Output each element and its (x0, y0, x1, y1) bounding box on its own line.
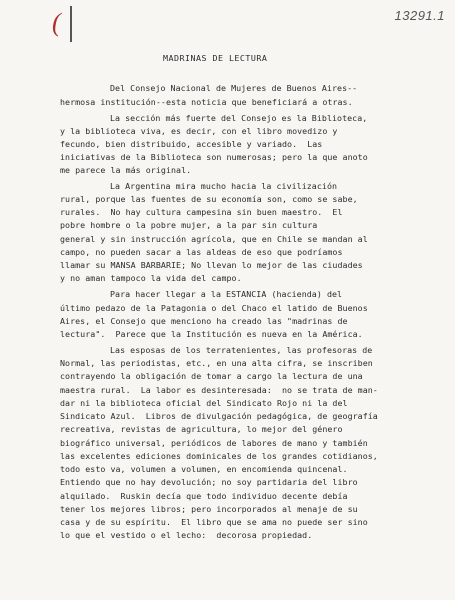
text-line: pobre hombre o la pobre mujer, a la par sin cultura (60, 220, 318, 230)
text-line: fecundo, bien distribuido, accesible y variado. Las (60, 139, 323, 149)
text-line: La Argentina mira mucho hacia la civilización (110, 181, 338, 191)
text-line: y no aman tampoco la vida del campo. (60, 273, 242, 283)
text-line: casa y de su espíritu. El libro que se ama no puede ser sino (60, 517, 368, 527)
text-line: lo que el vestido o el lecho: decorosa propiedad. (60, 530, 313, 540)
text-line: Normal, las periodistas, etc., en una alta cifra, se inscriben (60, 358, 373, 368)
text-line: me parece la más original. (60, 165, 192, 175)
text-line: general y sin instrucción agrícola, que en Chile se mandan al (60, 234, 368, 244)
text-line: rural, porque las fuentes de su economía son, como se sabe, (60, 194, 358, 204)
text-line: Para hacer llegar a la ESTANCIA (hacienda) del (110, 289, 343, 299)
text-line: recreativa, revistas de agricultura, lo mejor del género (60, 424, 343, 434)
text-line: campo, no pueden sacar a las aldeas de eso que podríamos (60, 247, 343, 257)
text-line: todo esto va, volumen a volumen, en encomienda quincenal. (60, 464, 348, 474)
reference-number: 13291.1 (394, 8, 445, 23)
page-title: MADRINAS DE LECTURA (163, 53, 268, 63)
text-line: maestra rural. La labor es desinteresada: no se trata de man- (60, 385, 378, 395)
text-line: rurales. No hay cultura campesina sin buen maestro. El (60, 207, 343, 217)
text-line: hermosa institución--esta noticia que beneficiará a otras. (60, 97, 353, 107)
text-line: Del Consejo Nacional de Mujeres de Buenos Aires-- (110, 83, 358, 93)
text-line: Las esposas de los terratenientes, las profesoras de (110, 345, 373, 355)
text-line: Sindicato Azul. Libros de divulgación pedagógica, de geografía (60, 411, 378, 421)
text-line: La sección más fuerte del Consejo es la Biblioteca, (110, 113, 368, 123)
text-line: último pedazo de la Patagonia o del Chaco el latido de Buenos (60, 303, 368, 313)
text-line: las excelentes ediciones dominicales de los grandes cotidianos, (60, 451, 378, 461)
text-line: y la biblioteca viva, es decir, con el libro movedizo y (60, 126, 338, 136)
text-line: Aires, el Consejo que menciono ha creado las "madrinas de (60, 316, 348, 326)
text-line: dar ni la biblioteca oficial del Sindicato Rojo ni la del (60, 398, 348, 408)
text-line: contrayendo la obligación de tomar a cargo la lectura de una (60, 371, 363, 381)
text-line: iniciativas de la Biblioteca son numerosas; pero la que anoto (60, 152, 368, 162)
text-line: Entiendo que no hay devolución; no soy partidaria del libro (60, 477, 358, 487)
text-line: alquilado. Ruskin decía que todo individuo decente debía (60, 491, 348, 501)
text-line: tener los mejores libros; pero incorporados al menaje de su (60, 504, 358, 514)
text-line: biográfico universal, periódicos de labores de mano y también (60, 438, 368, 448)
text-line: llamar su MANSA BARBARIE; No llevan lo mejor de las ciudades (60, 260, 363, 270)
margin-mark: ( (52, 8, 61, 37)
text-line: lectura". Parece que la Institución es nueva en la América. (60, 329, 363, 339)
